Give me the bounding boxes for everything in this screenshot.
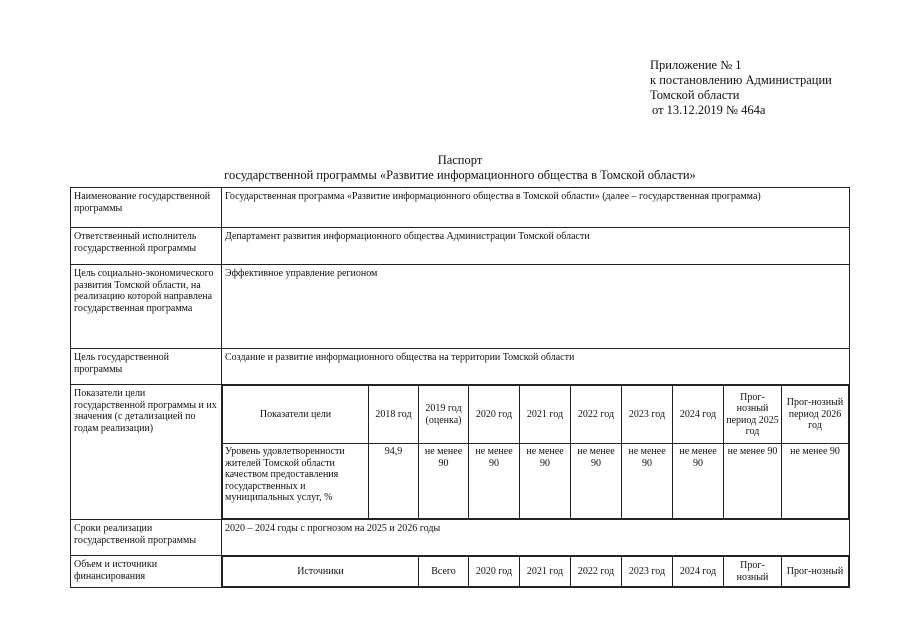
row-label: Объем и источники финансирования (71, 556, 222, 588)
header-cell: Прог-нозный (782, 557, 849, 587)
header-cell: 2021 год (520, 386, 571, 444)
row-value: Департамент развития информационного общества Администрации Томской области (222, 228, 850, 265)
appendix-line: к постановлению Администрации (650, 73, 832, 87)
value-cell: 94,9 (369, 444, 419, 519)
row-value: Государственная программа «Развитие информационного общества в Томской области» (далее – государственная программа) (222, 188, 850, 228)
indicator-name: Уровень удовлетворенности жителей Томской области качеством предоставления государственных и муниципальных услуг, % (223, 444, 369, 519)
row-value: 2020 – 2024 годы с прогнозом на 2025 и 2026 годы (222, 520, 850, 556)
header-cell: Прог-нозный период 2025 год (724, 386, 782, 444)
table-row (71, 385, 850, 520)
header-cell: 2018 год (369, 386, 419, 444)
value-cell: не менее 90 (782, 444, 849, 519)
value-cell: не менее 90 (571, 444, 622, 519)
header-cell: 2024 год (673, 557, 724, 587)
value-cell: не менее 90 (673, 444, 724, 519)
header-cell: 2023 год (622, 557, 673, 587)
header-cell: 2022 год (571, 386, 622, 444)
document-title (70, 153, 850, 183)
appendix-line: от 13.12.2019 № 464а (652, 103, 766, 117)
row-label: Сроки реализации государственной программы (71, 520, 222, 556)
table-row (71, 349, 850, 385)
row-label: Цель государственной программы (71, 349, 222, 385)
row-label: Показатели цели государственной программы и их значения (с детализацией по годам реализации) (71, 385, 222, 520)
title-subtitle: государственной программы «Развитие информационного общества в Томской области» (224, 168, 696, 182)
header-cell: 2024 год (673, 386, 724, 444)
header-cell: 2019 год (оценка) (419, 386, 469, 444)
appendix-line: Приложение № 1 (650, 58, 742, 72)
header-cell: 2021 год (520, 557, 571, 587)
indicators-table (222, 385, 849, 519)
indicators-header-row (223, 386, 849, 444)
appendix-line: Томской области (650, 88, 740, 102)
table-row (71, 265, 850, 349)
financing-cell (222, 556, 850, 588)
passport-table (70, 187, 850, 588)
row-label: Ответственный исполнитель государственной программы (71, 228, 222, 265)
header-cell: Показатели цели (223, 386, 369, 444)
indicators-value-row (223, 444, 849, 519)
header-cell: Источники (223, 557, 419, 587)
indicators-cell (222, 385, 850, 520)
table-row (71, 228, 850, 265)
appendix-block (650, 58, 832, 118)
table-row (71, 556, 850, 588)
header-cell: 2023 год (622, 386, 673, 444)
header-cell: Прог-нозный (724, 557, 782, 587)
value-cell: не менее 90 (419, 444, 469, 519)
financing-header-row (223, 557, 849, 587)
header-cell: Всего (419, 557, 469, 587)
header-cell: 2020 год (469, 386, 520, 444)
row-label: Цель социально-экономического развития Томской области, на реализацию которой направлена государственная программа (71, 265, 222, 349)
value-cell: не менее 90 (469, 444, 520, 519)
header-cell: 2022 год (571, 557, 622, 587)
header-cell: Прог-нозный период 2026 год (782, 386, 849, 444)
value-cell: не менее 90 (520, 444, 571, 519)
value-cell: не менее 90 (622, 444, 673, 519)
title-line: Паспорт (437, 153, 483, 167)
value-cell: не менее 90 (724, 444, 782, 519)
header-cell: 2020 год (469, 557, 520, 587)
table-row (71, 520, 850, 556)
row-value: Создание и развитие информационного общества на территории Томской области (222, 349, 850, 385)
row-label: Наименование государственной программы (71, 188, 222, 228)
financing-table (222, 556, 849, 587)
table-row (71, 188, 850, 228)
row-value: Эффективное управление регионом (222, 265, 850, 349)
